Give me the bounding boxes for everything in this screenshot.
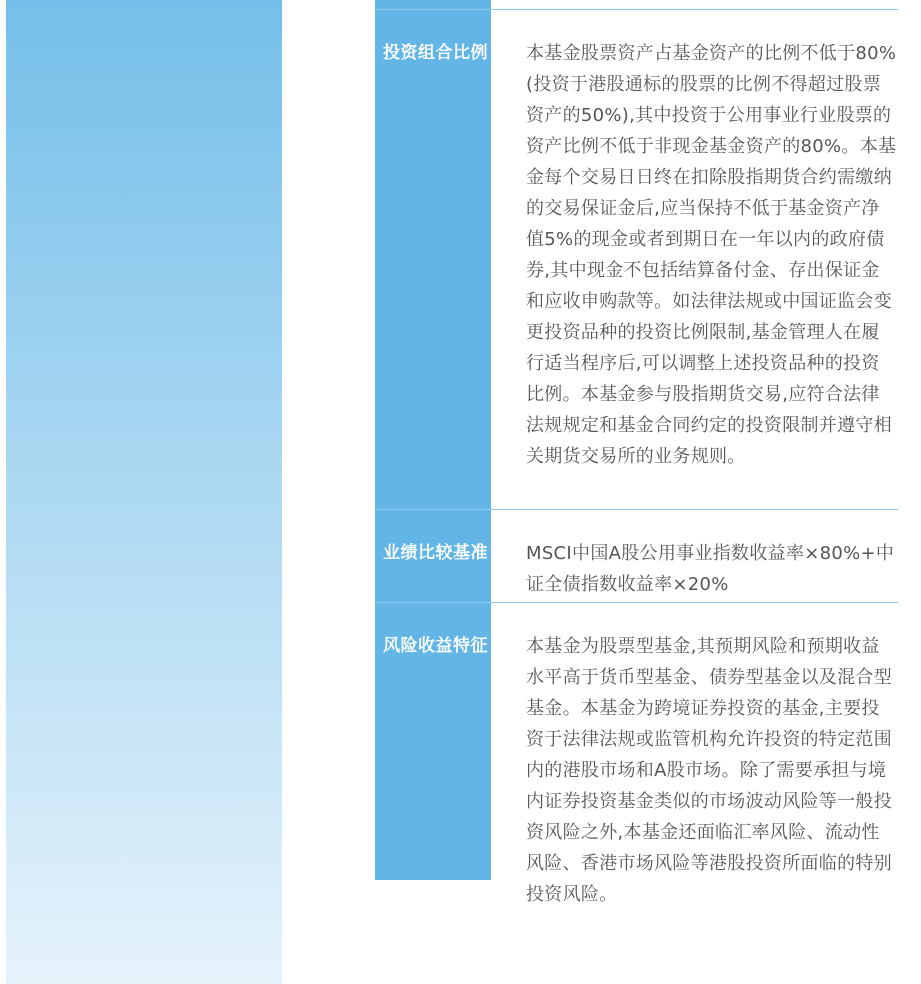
row-content: 本基金为股票型基金,其预期风险和预期收益水平高于货币型基金、债券型基金以及混合型基金。本基金为跨境证券投资的基金,主要投资于法律法规或监管机构允许投资的特定范围内的港股市场和A股市场。除了需要承担与境内证券投资基金类似的市场波动风险等一般投资风险之外,本基金还面临汇率风险、流动性风险、香港市场风险等港股投资所面临的特别投资风险。	[526, 636, 892, 905]
row-label: 投资组合比例	[375, 10, 491, 509]
row-benchmark	[375, 510, 898, 602]
row-label: 风险收益特征	[375, 603, 491, 880]
row-label: 业绩比较基准	[375, 510, 491, 602]
row-portfolio-ratio	[375, 10, 898, 509]
table-top-stub	[375, 0, 491, 9]
row-content: MSCI中国A股公用事业指数收益率×80%+中证全债指数收益率×20%	[526, 543, 895, 595]
row-content: 本基金股票资产占基金资产的比例不低于80%(投资于港股通标的股票的比例不得超过股票资产的50%),其中投资于公用事业行业股票的资产比例不低于非现金基金资产的80%。本基金每个交易日日终在扣除股指期货合约需缴纳的交易保证金后,应当保持不低于基金资产净值5%的现金或者到期日在一年以内的政府债券,其中现金不包括结算备付金、存出保证金和应收申购款等。如法律法规或中国证监会变更投资品种的投资比例限制,基金管理人在履行适当程序后,可以调整上述投资品种的投资比例。本基金参与股指期货交易,应符合法律法规规定和基金合同约定的投资限制并遵守相关期货交易所的业务规则。	[526, 43, 897, 467]
decorative-side-band	[6, 0, 282, 984]
row-risk-return	[375, 603, 898, 905]
